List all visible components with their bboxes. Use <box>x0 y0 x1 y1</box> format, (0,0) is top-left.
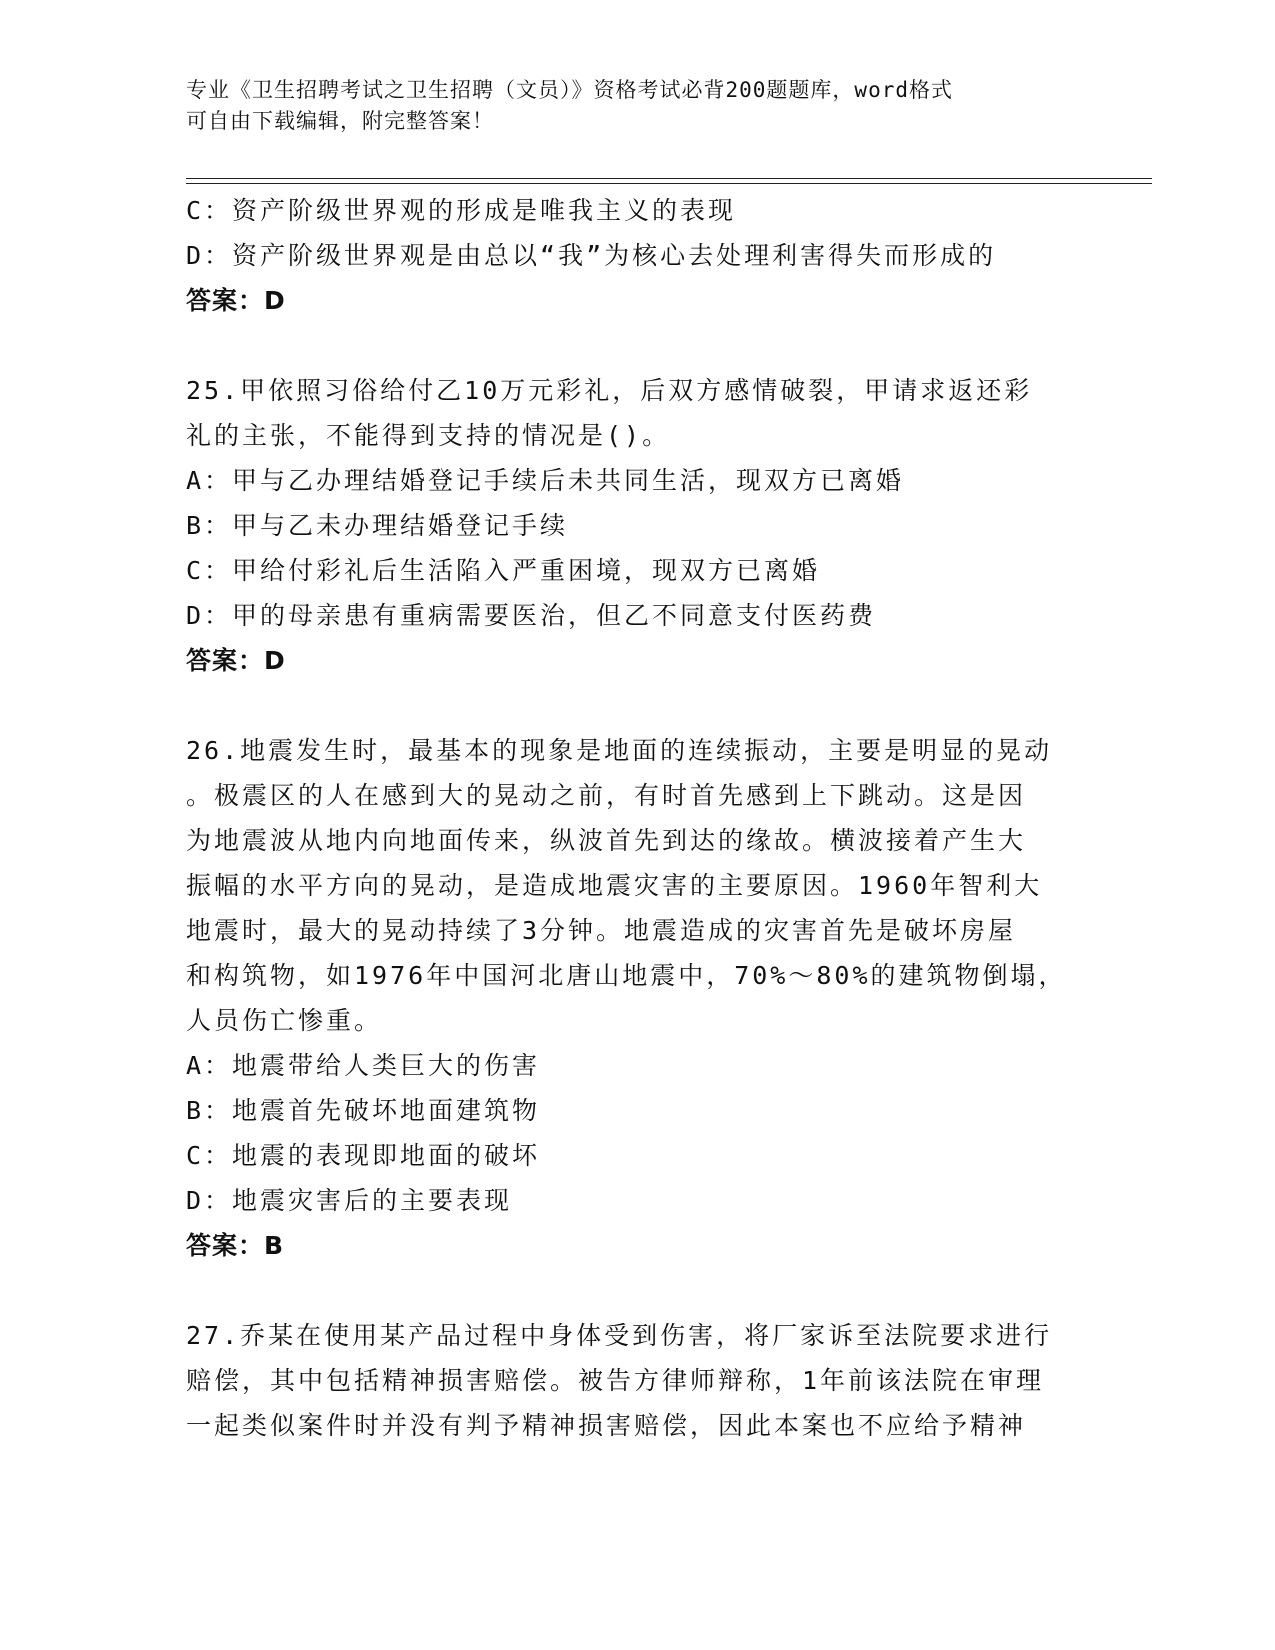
option-c: C：地震的表现即地面的破坏 <box>186 1141 541 1170</box>
option-a: A：甲与乙办理结婚登记手续后未共同生活，现双方已离婚 <box>186 466 905 495</box>
spacer <box>186 683 1086 728</box>
spacer <box>186 323 1086 368</box>
spacer <box>186 1268 1086 1313</box>
option-d: D：地震灾害后的主要表现 <box>186 1186 513 1215</box>
question-stem-line: 25.甲依照习俗给付乙10万元彩礼，后双方感情破裂，甲请求返还彩 <box>186 376 1033 405</box>
question-26 <box>186 728 1086 1268</box>
option-b: B：地震首先破坏地面建筑物 <box>186 1096 541 1125</box>
page-header <box>186 75 1086 137</box>
question-content <box>186 188 1086 1448</box>
question-stem-line: 地震时，最大的晃动持续了3分钟。地震造成的灾害首先是破坏房屋 <box>186 916 1017 945</box>
option-b: B：甲与乙未办理结婚登记手续 <box>186 511 569 540</box>
option-c: C：资产阶级世界观的形成是唯我主义的表现 <box>186 196 737 225</box>
question-stem-line: 。极震区的人在感到大的晃动之前，有时首先感到上下跳动。这是因 <box>186 781 1027 810</box>
header-title-line-1: 专业《卫生招聘考试之卫生招聘（文员）》资格考试必背200题题库，word格式 <box>186 78 953 102</box>
question-stem-line: 礼的主张，不能得到支持的情况是()。 <box>186 421 671 450</box>
question-27 <box>186 1313 1086 1448</box>
option-c: C：甲给付彩礼后生活陷入严重困境，现双方已离婚 <box>186 556 821 585</box>
question-25 <box>186 368 1086 683</box>
option-d: D：资产阶级世界观是由总以“我”为核心去处理利害得失而形成的 <box>186 241 997 270</box>
question-stem-line: 为地震波从地内向地面传来，纵波首先到达的缘故。横波接着产生大 <box>186 826 1027 855</box>
answer-line: 答案：D <box>186 286 286 315</box>
header-divider-top <box>186 178 1152 179</box>
question-stem-line: 一起类似案件时并没有判予精神损害赔偿，因此本案也不应给予精神 <box>186 1411 1027 1440</box>
option-d: D：甲的母亲患有重病需要医治，但乙不同意支付医药费 <box>186 601 877 630</box>
option-a: A：地震带给人类巨大的伤害 <box>186 1051 541 1080</box>
question-stem-line: 振幅的水平方向的晃动，是造成地震灾害的主要原因。1960年智利大 <box>186 871 1043 900</box>
question-stem-line: 赔偿，其中包括精神损害赔偿。被告方律师辩称，1年前该法院在审理 <box>186 1366 1045 1395</box>
question-24-tail <box>186 188 1086 323</box>
answer-line: 答案：B <box>186 1231 285 1260</box>
question-stem-line: 26.地震发生时，最基本的现象是地面的连续振动，主要是明显的晃动 <box>186 736 1053 765</box>
header-title-line-2: 可自由下载编辑，附完整答案！ <box>186 109 494 133</box>
answer-line: 答案：D <box>186 646 286 675</box>
question-stem-line: 人员伤亡惨重。 <box>186 1006 383 1035</box>
question-stem-line: 和构筑物，如1976年中国河北唐山地震中，70%～80%的建筑物倒塌， <box>186 961 1067 990</box>
question-stem-line: 27.乔某在使用某产品过程中身体受到伤害，将厂家诉至法院要求进行 <box>186 1321 1053 1350</box>
header-divider-bottom <box>186 183 1152 184</box>
